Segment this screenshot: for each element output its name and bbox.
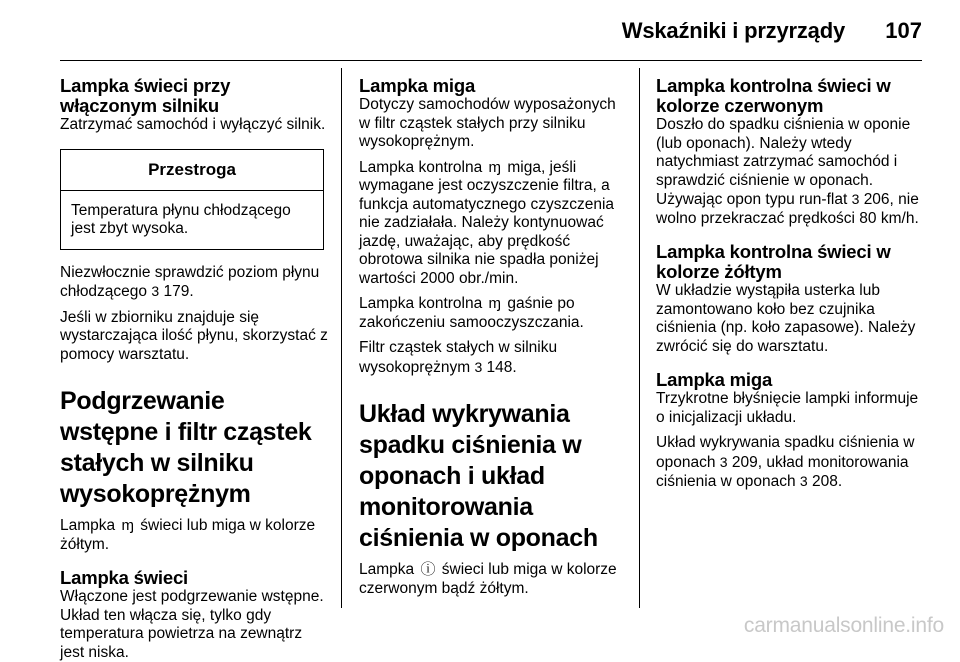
page-ref-icon: 3 xyxy=(851,191,860,207)
warning-box xyxy=(60,149,324,250)
section-heading: Układ wykrywania spadku ciśnienia w oponach i układ monitorowania ciśnienia w oponach xyxy=(359,400,598,552)
section-heading: Lampka kontrolna świeci w kolorze czerwonym xyxy=(656,75,891,116)
tire-pressure-icon: ⓘ xyxy=(420,561,436,578)
watermark: carmanualsonline.info xyxy=(743,614,944,637)
page-number: 107 xyxy=(885,18,922,43)
page-ref[interactable]: 179. xyxy=(163,283,194,300)
paragraph: Filtr cząstek stałych w silniku wysokoprężnym 3 148. xyxy=(359,339,558,376)
section-heading: Podgrzewanie wstępne i filtr cząstek stałych w silniku wysokoprężnym xyxy=(60,387,312,508)
paragraph: Dotyczy samochodów wyposażonych w filtr cząstek stałych przy silniku wysokoprężnym. xyxy=(359,96,616,150)
page-ref[interactable]: 206, xyxy=(863,191,894,208)
header-divider xyxy=(60,60,922,61)
section-heading: Lampka kontrolna świeci w kolorze żółtym xyxy=(656,241,891,282)
page-header xyxy=(0,0,960,62)
paragraph: Układ wykrywania spadku ciśnienia w oponach 3 209, układ monitorowania ciśnienia w oponach 3 208. xyxy=(656,434,915,490)
page-ref-icon: 3 xyxy=(719,453,728,470)
paragraph: Lampka ɱ świeci lub miga w kolorze żółtym. xyxy=(60,517,316,553)
section-heading: Lampka świeci xyxy=(60,567,188,588)
glow-plug-icon: ɱ xyxy=(488,295,502,312)
page-ref[interactable]: 208. xyxy=(812,473,843,490)
page-ref[interactable]: 209, xyxy=(731,453,763,471)
section-heading: Lampka miga xyxy=(656,369,773,390)
column-divider-2 xyxy=(639,68,640,608)
page-title: Wskaźniki i przyrządy xyxy=(621,18,845,43)
page-ref[interactable]: 148. xyxy=(486,358,517,376)
column-divider-1 xyxy=(341,68,342,608)
column-3 xyxy=(656,76,924,492)
paragraph: Włączone jest podgrzewanie wstępne. Układ ten włącza się, tylko gdy temperatura powietrza na zewnątrz jest niska. xyxy=(60,588,324,661)
column-1 xyxy=(60,76,328,662)
paragraph: Doszło do spadku ciśnienia w oponie (lub oponach). Należy wtedy natychmiast zatrzymać samochód i sprawdzić ciśnienie w oponach. Używając opon typu run-flat 3 206, nie wolno przekraczać prędkości 80 km/h. xyxy=(656,116,919,227)
paragraph: Lampka kontrolna ɱ miga, jeśli wymagane jest oczyszczenie filtra, a funkcja automatycznego czyszczenia nie zadziałała. Należy kontynuować jazdę, uważając, aby prędkość obrotowa silnika nie spadła poniżej wartości 2000 obr./min. xyxy=(359,158,615,287)
section-heading: Lampka miga xyxy=(359,75,476,96)
column-2 xyxy=(359,76,627,598)
page-ref-icon: 3 xyxy=(474,358,483,375)
page-ref-icon: 3 xyxy=(799,473,808,489)
glow-plug-icon: ɱ xyxy=(121,517,134,534)
paragraph: Jeśli w zbiorniku znajduje się wystarczająca ilość płynu, skorzystać z pomocy warsztatu. xyxy=(60,308,328,363)
paragraph: W układzie wystąpiła usterka lub zamontowano koło bez czujnika ciśnienia (np. koło zapasowe). Należy zwrócić się do warsztatu. xyxy=(656,282,916,355)
paragraph: Niezwłocznie sprawdzić poziom płynu chłodzącego 3 179. xyxy=(60,263,320,300)
paragraph: Trzykrotne błyśnięcie lampki informuje o inicjalizacji układu. xyxy=(656,390,919,426)
warning-text: Temperatura płynu chłodzącego jest zbyt wysoka. xyxy=(71,201,291,237)
glow-plug-icon: ɱ xyxy=(488,158,502,176)
paragraph: Lampka kontrolna ɱ gaśnie po zakończeniu samooczyszczania. xyxy=(359,295,584,331)
page-ref-icon: 3 xyxy=(151,283,160,299)
paragraph: Lampka ⓘ świeci lub miga w kolorze czerwonym bądź żółtym. xyxy=(359,561,617,597)
paragraph: Zatrzymać samochód i wyłączyć silnik. xyxy=(60,116,326,133)
section-heading: Lampka świeci przy włączonym silniku xyxy=(60,75,231,116)
warning-title: Przestroga xyxy=(61,150,323,191)
